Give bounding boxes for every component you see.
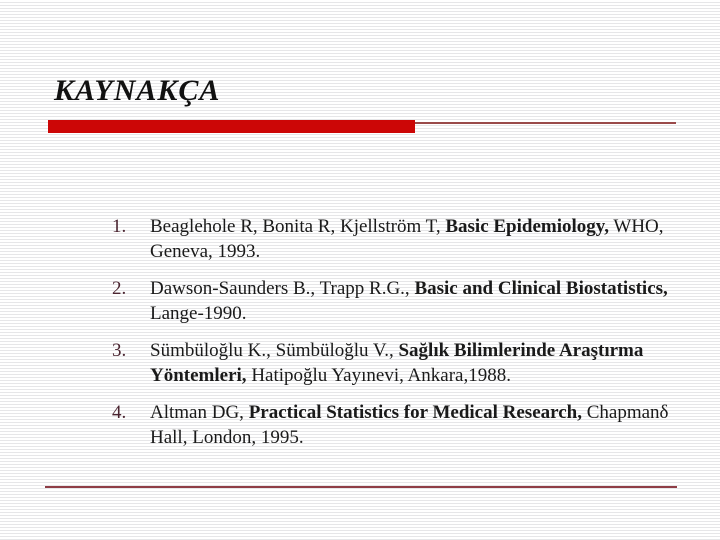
reference-number: 2. [112, 278, 127, 299]
reference-text [150, 276, 708, 326]
reference-list [112, 214, 708, 462]
title-rule-thin-line [415, 122, 676, 124]
reference-text [150, 214, 708, 264]
reference-item [112, 276, 708, 326]
reference-text-line: Beaglehole R, Bonita R, Kjellström T, Basic Epidemiology, WHO, [150, 216, 664, 237]
reference-text-line: Dawson-Saunders B., Trapp R.G., Basic and Clinical Biostatistics, [150, 278, 668, 299]
reference-item [112, 338, 708, 388]
reference-text [150, 400, 708, 450]
reference-number: 1. [112, 216, 127, 237]
reference-text-line: Lange-1990. [150, 303, 247, 324]
footer-rule-line [45, 486, 677, 488]
title-rule-bar [48, 120, 415, 133]
reference-text-line: Sümbüloğlu K., Sümbüloğlu V., Sağlık Bilimlerinde Araştırma [150, 340, 644, 361]
reference-item [112, 400, 708, 450]
reference-text-line: Geneva, 1993. [150, 241, 261, 262]
page-title: KAYNAKÇA [54, 74, 221, 107]
reference-text-line: Altman DG, Practical Statistics for Medical Research, Chapmanδ [150, 402, 669, 423]
reference-text-line: Hall, London, 1995. [150, 427, 304, 448]
reference-item [112, 214, 708, 264]
reference-number: 3. [112, 340, 127, 361]
reference-text [150, 338, 708, 388]
reference-text-line: Yöntemleri, Hatipoğlu Yayınevi, Ankara,1988. [150, 365, 511, 386]
reference-number: 4. [112, 402, 127, 423]
